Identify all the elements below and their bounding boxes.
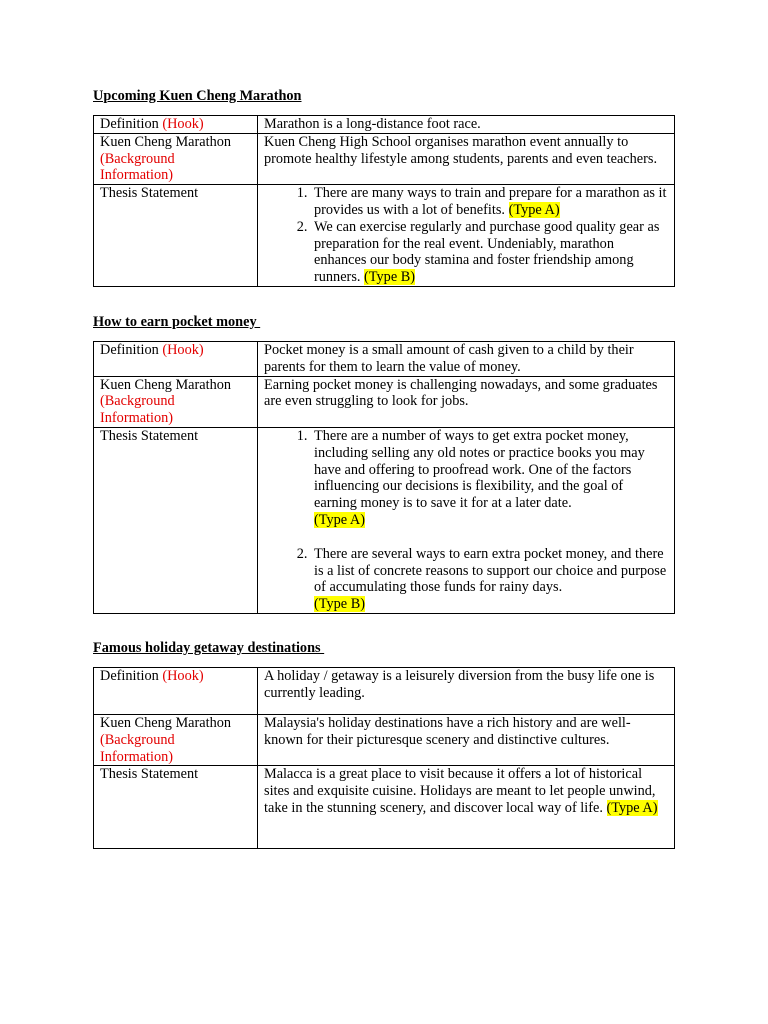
table-pocket-money <box>93 341 675 614</box>
thesis-text: There are several ways to earn extra pocket money, and there is a list of concrete reasons to support our choice and purpose of accumulating those funds for rainy days. <box>314 545 667 596</box>
label-text: Definition <box>100 342 159 358</box>
table-row <box>94 427 675 613</box>
thesis-text: There are a number of ways to get extra pocket money, including selling any old notes or practice books you may have and offering to proofread work. One of the factors influencing our decisions is flexibility, and the goal of earning money is to save it for at a later date. <box>314 427 645 512</box>
thesis-list <box>264 428 668 613</box>
section-title-holiday: Famous holiday getaway destinations <box>93 640 325 656</box>
label-text: Definition <box>100 668 159 684</box>
row-label <box>94 116 258 134</box>
label-text: Kuen Cheng Marathon <box>100 133 232 150</box>
type-tag: (Type B) <box>314 596 366 613</box>
table-marathon <box>93 115 675 287</box>
thesis-text: We can exercise regularly and purchase good quality gear as preparation for the real event. Undeniably, marathon enhances our body stamina and foster friendship among runners. <box>314 218 660 286</box>
list-item <box>311 219 668 286</box>
label-text: Kuen Cheng Marathon <box>100 715 232 731</box>
section-title-pocket-money: How to earn pocket money <box>93 314 261 330</box>
label-note: (Background Information) <box>100 731 175 765</box>
table-row <box>94 715 675 766</box>
table-row <box>94 766 675 849</box>
thesis-text: There are many ways to train and prepare for a marathon as it provides us with a lot of benefits. <box>314 185 667 218</box>
row-label <box>94 376 258 427</box>
row-content <box>258 185 675 287</box>
type-tag: (Type A) <box>314 511 366 528</box>
table-row <box>94 133 675 184</box>
list-item <box>311 428 668 546</box>
type-tag: (Type A) <box>606 799 658 816</box>
thesis-text: Malacca is a great place to visit because it offers a lot of historical sites and exquisite cuisine. Holidays are meant to let people unwind, take in the stunning scenery, and discover local way of life. <box>264 766 656 816</box>
label-note: (Background Information) <box>100 393 175 427</box>
row-label <box>94 715 258 766</box>
label-note: (Background Information) <box>100 150 175 184</box>
thesis-list <box>264 185 668 286</box>
label-text: Kuen Cheng Marathon <box>100 376 232 393</box>
row-label <box>94 342 258 377</box>
label-note: (Hook) <box>162 116 204 132</box>
row-content: Kuen Cheng High School organises marathon event annually to promote healthy lifestyle among students, parents and even teachers. <box>258 133 675 184</box>
row-content <box>258 427 675 613</box>
table-row <box>94 376 675 427</box>
row-content: A holiday / getaway is a leisurely diversion from the busy life one is currently leading. <box>258 668 675 715</box>
label-text: Definition <box>100 116 159 132</box>
row-content: Marathon is a long-distance foot race. <box>258 116 675 134</box>
row-label: Thesis Statement <box>94 427 258 613</box>
table-holiday <box>93 667 675 849</box>
row-label <box>94 133 258 184</box>
type-tag: (Type A) <box>508 201 560 218</box>
label-note: (Hook) <box>162 668 204 684</box>
type-tag: (Type B) <box>364 269 416 286</box>
row-content: Malaysia's holiday destinations have a rich history and are well-known for their picturesque scenery and distinctive cultures. <box>258 715 675 766</box>
row-label: Thesis Statement <box>94 766 258 849</box>
row-label <box>94 668 258 715</box>
label-note: (Hook) <box>162 342 204 358</box>
row-content: Pocket money is a small amount of cash given to a child by their parents for them to learn the value of money. <box>258 342 675 377</box>
table-row <box>94 185 675 287</box>
list-item <box>311 546 668 613</box>
row-label: Thesis Statement <box>94 185 258 287</box>
table-row <box>94 342 675 377</box>
section-title-marathon: Upcoming Kuen Cheng Marathon <box>93 88 302 104</box>
table-row <box>94 668 675 715</box>
row-content: Earning pocket money is challenging nowadays, and some graduates are even struggling to look for jobs. <box>258 376 675 427</box>
row-content <box>258 766 675 849</box>
table-row <box>94 116 675 134</box>
list-item <box>311 185 668 219</box>
